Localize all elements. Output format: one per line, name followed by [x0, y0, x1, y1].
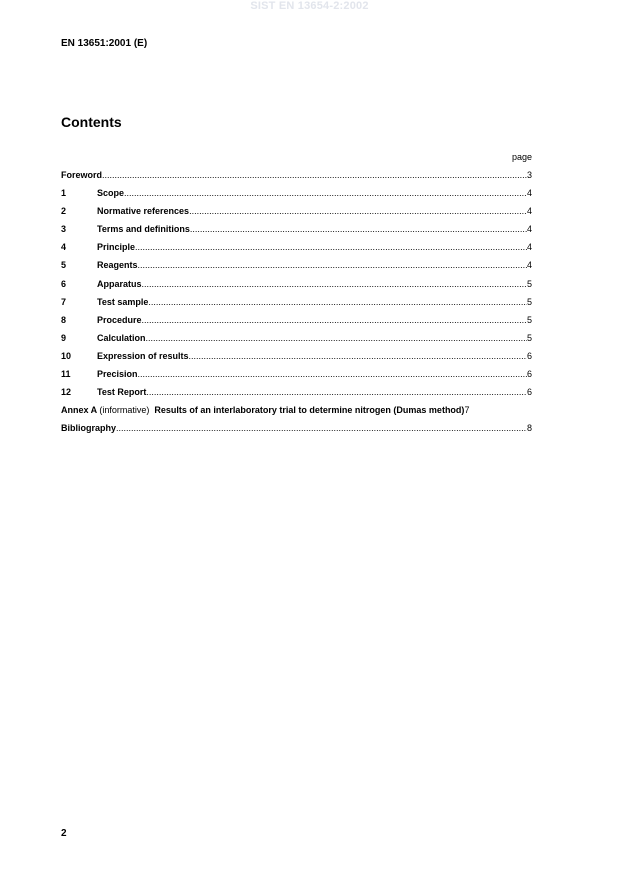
toc-entry-title: Expression of results: [97, 350, 189, 361]
toc-entry-number: 7: [61, 296, 67, 307]
toc-entry-number: 5: [61, 260, 67, 271]
dot-leader: [138, 369, 527, 379]
contents-heading: Contents: [61, 114, 122, 130]
toc-entry-page: 5: [526, 314, 532, 325]
toc-entry-apparatus[interactable]: [61, 279, 532, 297]
toc-entry-page: 8: [526, 423, 532, 434]
toc-entry-page: 4: [526, 224, 532, 235]
toc-entry-annex-a[interactable]: [61, 405, 532, 423]
toc-entry-principle[interactable]: [61, 242, 532, 260]
toc-entry-page: 3: [526, 170, 532, 180]
toc-entry-page: 4: [526, 260, 532, 271]
toc-entry-number: 1: [61, 188, 67, 199]
document-id: EN 13651:2001 (E): [61, 38, 148, 49]
toc-entry-number: 11: [61, 369, 71, 380]
toc-entry-number: 10: [61, 350, 72, 361]
dot-leader: [135, 242, 527, 252]
toc-entry-expression-of-results[interactable]: [61, 351, 532, 369]
toc-entry-page: 4: [526, 206, 532, 217]
toc-entry-title: Foreword: [61, 170, 103, 180]
toc-entry-page: 4: [526, 188, 532, 199]
toc-entry-precision[interactable]: [61, 369, 532, 387]
toc-entry-page: 6: [526, 387, 532, 398]
dot-leader: [138, 260, 527, 270]
toc-entry-title: Bibliography: [61, 423, 117, 434]
annex-title: Results of an interlaboratory trial to determine nitrogen (Dumas method): [154, 405, 465, 416]
toc-entry-title: Test Report: [97, 387, 147, 398]
annex-kind: (informative): [99, 405, 150, 416]
toc-entry-page: 5: [526, 296, 532, 307]
toc-entry-calculation[interactable]: [61, 333, 532, 351]
watermark: SIST EN 13654-2:2002: [250, 0, 369, 12]
dot-leader: [102, 170, 527, 180]
toc-entry-procedure[interactable]: [61, 315, 532, 333]
toc-entry-number: 9: [61, 332, 67, 343]
toc-entry-title: Procedure: [97, 314, 142, 325]
toc-entry-bibliography[interactable]: [61, 423, 532, 441]
toc-entry-title: Reagents: [97, 260, 138, 271]
dot-leader: [142, 315, 527, 325]
dot-leader: [190, 224, 527, 234]
toc-entry-title: Precision: [97, 369, 138, 380]
toc-entry-number: 4: [61, 242, 67, 253]
toc-entry-test-sample[interactable]: [61, 297, 532, 315]
toc-entry-number: 3: [61, 224, 67, 235]
toc-entry-page: 6: [526, 350, 532, 361]
dot-leader: [146, 333, 527, 343]
toc-entry-number: 2: [61, 206, 67, 217]
toc-entry-title: Scope: [97, 188, 125, 199]
toc-entry-page: 7: [464, 405, 470, 416]
dot-leader: [146, 387, 527, 397]
toc-entry-title: Terms and definitions: [97, 224, 190, 235]
toc-entry-title: [61, 405, 464, 415]
toc-entry-page: 4: [526, 242, 532, 253]
toc-entry-foreword[interactable]: [61, 170, 532, 188]
toc-entry-title: Principle: [97, 242, 136, 253]
toc-entry-terms-and-definitions[interactable]: [61, 224, 532, 242]
toc-entry-scope[interactable]: [61, 188, 532, 206]
dot-leader: [142, 279, 527, 289]
toc-entry-title: Apparatus: [97, 278, 142, 289]
table-of-contents: [61, 170, 532, 441]
toc-entry-number: 6: [61, 278, 67, 289]
toc-entry-number: 12: [61, 387, 72, 398]
toc-entry-page: 5: [526, 332, 532, 343]
dot-leader: [124, 188, 527, 198]
annex-label: Annex A: [61, 405, 97, 416]
dot-leader: [189, 351, 527, 361]
page-number: 2: [61, 828, 67, 839]
toc-entry-title: Normative references: [97, 206, 190, 217]
toc-entry-title: Calculation: [97, 332, 146, 343]
dot-leader: [189, 206, 527, 216]
dot-leader: [116, 423, 527, 433]
toc-entry-test-report[interactable]: [61, 387, 532, 405]
page-column-label: page: [511, 152, 532, 162]
toc-entry-title: Test sample: [97, 296, 149, 307]
toc-entry-number: 8: [61, 314, 67, 325]
toc-entry-page: 6: [526, 369, 532, 380]
dot-leader: [148, 297, 527, 307]
toc-entry-page: 5: [526, 278, 532, 289]
toc-entry-reagents[interactable]: [61, 260, 532, 278]
toc-entry-normative-references[interactable]: [61, 206, 532, 224]
